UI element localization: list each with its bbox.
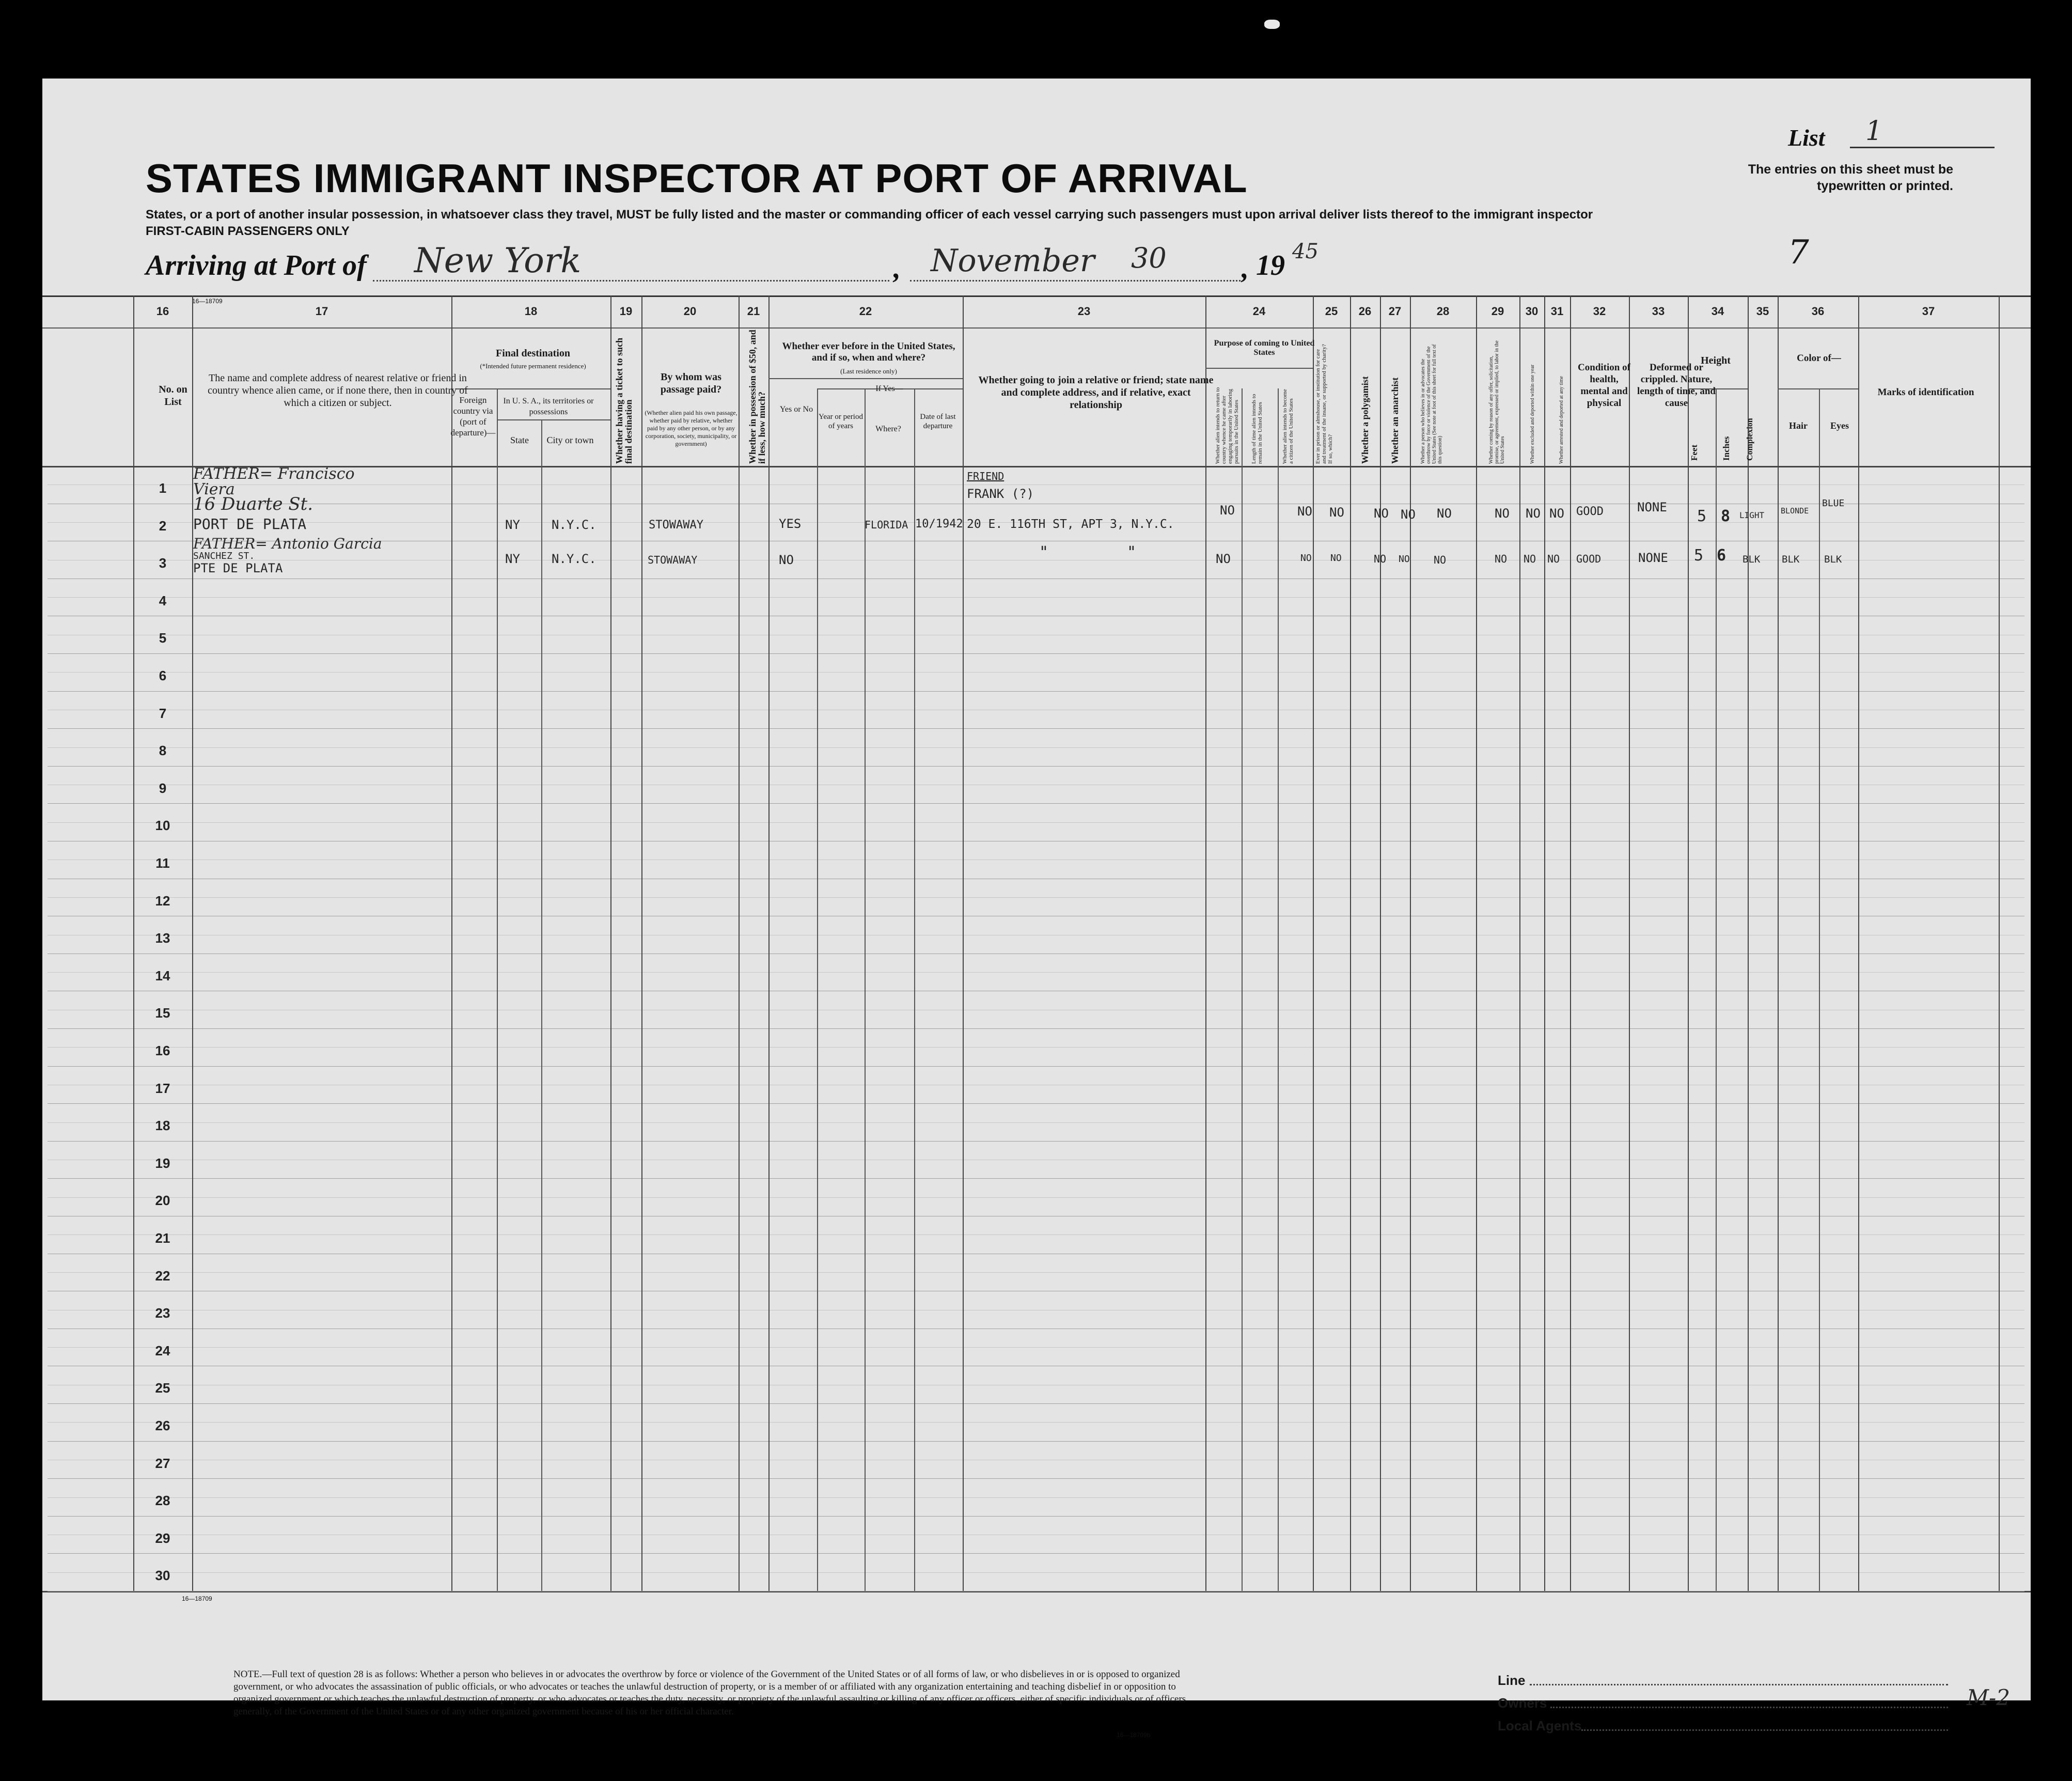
subheading-rule: [456, 388, 610, 389]
entry-1-col28: NO: [1437, 506, 1452, 521]
row-guide: [48, 1422, 2024, 1423]
entry-1-state: NY: [505, 518, 520, 532]
joining-relative-heading: Whether going to join a relative or friend; state name and complete address, and if relative, exact relationship: [978, 374, 1214, 411]
row-number: 3: [159, 555, 167, 571]
sheet-number: 7: [1788, 233, 1809, 272]
entry-1-condition: GOOD: [1576, 505, 1604, 518]
col27-heading: Whether an anarchist: [1390, 377, 1400, 464]
sub-column-rule: [865, 388, 866, 1591]
corner-mark: M-2: [1967, 1685, 2010, 1710]
entry-2-relative-line2: SANCHEZ ST.: [193, 551, 255, 561]
if-yes-heading: If Yes—: [875, 384, 903, 393]
column-rule: [1688, 295, 1689, 1591]
row-number: 15: [155, 1005, 170, 1021]
row-number: 26: [155, 1418, 170, 1433]
row-rule: [48, 1141, 2024, 1142]
year-prefix: 19: [1256, 249, 1285, 282]
entry-1-join-label: FRIEND: [967, 470, 1004, 482]
entry-1-date-last-departure: 10/1942: [915, 518, 963, 530]
entry-1-hair: BLONDE: [1781, 506, 1809, 515]
entry-2-col29: NO: [1495, 553, 1508, 565]
entry-1-inches: 8: [1721, 507, 1731, 525]
column-number-rule: [42, 327, 2031, 329]
column-number: 18: [524, 305, 538, 318]
column-number: 24: [1252, 305, 1266, 318]
list-label: List: [1788, 124, 1825, 151]
page-title: STATES IMMIGRANT INSPECTOR AT PORT OF ARRIVAL: [146, 155, 1248, 201]
hair-heading: Hair: [1789, 420, 1808, 431]
column-rule: [1313, 295, 1314, 1591]
row-number: 22: [155, 1268, 170, 1284]
row-number: 23: [155, 1305, 170, 1321]
entry-1-ever-before: YES: [779, 517, 802, 531]
height-heading: Height: [1701, 355, 1731, 366]
row-rule: [48, 1066, 2024, 1067]
entry-2-hair: BLK: [1782, 554, 1800, 565]
possession-50-heading: Whether in possession of $50, and if less, how much?: [747, 330, 767, 464]
entry-1-where: FLORIDA: [865, 519, 908, 531]
entry-1-col29: NO: [1495, 506, 1510, 521]
column-number: 33: [1652, 305, 1665, 318]
row-number: 7: [159, 705, 167, 721]
entry-2-state: NY: [505, 552, 520, 566]
row-guide: [48, 1122, 2024, 1123]
entry-1-relative-line1: FATHER= Francisco: [193, 465, 355, 483]
column-number: 17: [315, 305, 328, 318]
owners-underline: [1550, 1707, 1948, 1708]
sub-column-rule: [541, 419, 542, 1591]
form-number: 16—18709: [192, 298, 223, 305]
row-guide: [48, 1272, 2024, 1273]
row-number: 19: [155, 1155, 170, 1171]
entry-2-paid-by: STOWAWAY: [648, 554, 698, 566]
day-value: 30: [1131, 242, 1167, 274]
table-top-rule: [42, 295, 2031, 297]
row-number: 30: [155, 1568, 170, 1584]
purpose-a-heading: Whether alien intends to return to country whence he came after engaging temporarily in laboring pursuits in the United States: [1215, 387, 1239, 464]
final-destination-heading: Final destination: [496, 348, 570, 359]
purpose-heading: Purpose of coming to United States: [1214, 339, 1315, 357]
row-number: 28: [155, 1493, 170, 1509]
row-rule: [48, 1516, 2024, 1517]
entry-2-inches: 6: [1717, 546, 1726, 565]
entry-2-deformed: NONE: [1638, 551, 1668, 565]
year-suffix: 45: [1292, 240, 1318, 263]
row-rule: [48, 728, 2024, 729]
row-rule: [48, 1478, 2024, 1479]
sub-column-rule: [1278, 388, 1279, 1591]
entry-1-col27: NO: [1401, 507, 1416, 522]
row-number: 14: [155, 967, 170, 983]
where-heading: Where?: [875, 425, 901, 433]
port-value: New York: [414, 241, 582, 280]
city-heading: City or town: [546, 435, 594, 445]
entry-2-join-ditto2: ": [1127, 543, 1137, 561]
subheading-rule: [497, 419, 610, 420]
row-guide: [48, 897, 2024, 898]
row-guide: [48, 597, 2024, 598]
entry-2-city: N.Y.C.: [552, 552, 597, 566]
column-rule: [739, 295, 740, 1591]
row-number: 1: [159, 480, 167, 496]
foreign-country-heading: Foreign country via (port of departure)—: [450, 395, 496, 438]
col25-heading: Ever in prison or almshouse, or institution for care and treatment of the insane, or supported by charity? If so, which?: [1315, 344, 1333, 464]
instruction-text: States, or a port of another insular possession, in whatsoever class they travel, MUST be fully listed and the master or commanding officer of each vessel carrying such passengers must upon arrival deliver lists thereof to the immigrant inspector: [146, 208, 1593, 222]
row-number: 12: [155, 893, 170, 909]
row-number: 21: [155, 1230, 170, 1246]
row-guide: [48, 1572, 2024, 1573]
col29-heading: Whether coming by reason of any offer, solicitation, promise, or agreement, expressed or implied, to labor in the United States: [1488, 340, 1505, 464]
row-rule: [48, 1553, 2024, 1554]
row-rule: [48, 803, 2024, 804]
sub-column-rule: [1242, 388, 1243, 1591]
column-rule: [610, 295, 611, 1591]
column-rule: [1350, 295, 1351, 1591]
column-number: 25: [1325, 305, 1338, 318]
row-rule: [48, 1028, 2024, 1029]
year-period-heading: Year or period of years: [819, 413, 863, 430]
entry-2-join-ditto1: ": [1039, 543, 1049, 561]
entry-1-col31: NO: [1549, 506, 1564, 521]
color-of-heading: Color of—: [1797, 353, 1841, 364]
row-number: 24: [155, 1342, 170, 1358]
entry-2-col27: NO: [1399, 554, 1410, 565]
column-number: 35: [1756, 305, 1769, 318]
column-number: 37: [1922, 305, 1935, 318]
sub-column-rule: [1819, 388, 1820, 1591]
date-underline: [910, 280, 1241, 282]
owners-label: Owners: [1498, 1695, 1547, 1711]
column-number: 31: [1550, 305, 1564, 318]
comma-1: ,: [893, 253, 901, 285]
by-whom-paid-heading: By whom was passage paid?: [660, 371, 722, 395]
entry-2-eyes: BLK: [1824, 554, 1842, 565]
row-number: 11: [155, 855, 170, 871]
row-guide: [48, 1047, 2024, 1048]
entry-1-relative-line2: Viera: [193, 480, 235, 498]
complexion-heading: Complexion: [1746, 418, 1754, 461]
row-rule: [48, 1441, 2024, 1442]
row-number: 4: [159, 592, 167, 608]
column-number: 32: [1593, 305, 1606, 318]
line-underline: [1530, 1684, 1948, 1685]
column-number: 19: [619, 305, 633, 318]
yes-no-heading: Yes or No: [779, 405, 813, 414]
entry-1-eyes: BLUE: [1822, 498, 1845, 509]
row-guide: [48, 972, 2024, 973]
row-number: 17: [155, 1080, 170, 1096]
column-rule: [768, 295, 770, 1591]
eyes-heading: Eyes: [1830, 420, 1849, 431]
subheading-rule: [1205, 368, 1313, 369]
entry-2-col31: NO: [1547, 553, 1560, 565]
row-guide: [48, 1197, 2024, 1198]
ever-before-heading: Whether ever before in the United States, and if so, when and where?: [782, 341, 955, 363]
column-rule: [1476, 295, 1477, 1591]
row-rule: [48, 766, 2024, 767]
feet-heading: Feet: [1689, 444, 1699, 461]
entry-1-join-address: 20 E. 116TH ST, APT 3, N.Y.C.: [967, 518, 1174, 531]
class-note: FIRST-CABIN PASSENGERS ONLY: [146, 224, 350, 238]
row-rule: [48, 653, 2024, 654]
condition-heading: Condition of health, mental and physical: [1578, 362, 1630, 409]
column-rule: [1380, 295, 1381, 1591]
row-guide: [48, 1497, 2024, 1498]
row-number: 10: [155, 818, 170, 834]
row-number: 25: [155, 1380, 170, 1396]
column-rule: [1570, 295, 1571, 1591]
column-number: 26: [1358, 305, 1372, 318]
entry-1-feet: 5: [1697, 507, 1707, 525]
entry-1-join-name: FRANK (?): [967, 487, 1034, 501]
row-number: 5: [159, 630, 167, 646]
entry-1-deformed: NONE: [1637, 500, 1667, 514]
month-value: November: [931, 243, 1095, 279]
list-field: [1788, 116, 2005, 151]
subheading-rule: [768, 378, 963, 379]
no-on-list-heading: No. on List: [159, 384, 187, 408]
col31-heading: Whether arrested and deported at any time: [1559, 376, 1564, 464]
entry-1-paid-by: STOWAWAY: [649, 519, 703, 532]
by-whom-paid-note: (Whether alien paid his own passage, whether paid by relative, whether paid by any other person, or by any corporation, society, municipality, or government): [645, 409, 737, 447]
list-underline: [1850, 147, 1995, 148]
margin-speck: [1264, 20, 1280, 29]
ever-before-note: (Last residence only): [840, 367, 897, 375]
column-number: 27: [1388, 305, 1402, 318]
entry-1-col26: NO: [1374, 506, 1389, 521]
entry-1-complexion: LIGHT: [1739, 510, 1765, 520]
entry-2-ever-before: NO: [779, 553, 794, 567]
column-number: 20: [683, 305, 697, 318]
entry-1-purpose-c: NO: [1297, 504, 1312, 519]
entry-1-relative-line4: PORT DE PLATA: [193, 515, 307, 533]
local-agents-underline: [1581, 1729, 1948, 1731]
entry-2-complexion: BLK: [1743, 554, 1761, 565]
entry-2-purpose-a: NO: [1216, 552, 1231, 566]
column-number: 34: [1711, 305, 1724, 318]
row-rule: [48, 1403, 2024, 1404]
subheading-rule: [1778, 388, 1858, 389]
column-rule: [1410, 295, 1411, 1591]
entry-2-purpose-c: NO: [1300, 553, 1312, 564]
column-rule: [451, 295, 452, 1591]
row-guide: [48, 747, 2024, 748]
column-number: 30: [1525, 305, 1539, 318]
row-number: 13: [155, 930, 170, 946]
column-number: 23: [1077, 305, 1091, 318]
comma-2: ,: [1242, 253, 1249, 285]
row-number: 9: [159, 780, 167, 796]
column-number: 16: [156, 305, 169, 318]
column-rule: [1629, 295, 1630, 1591]
column-number: 22: [859, 305, 872, 318]
in-usa-heading: In U. S. A., its territories or possessions: [503, 397, 594, 416]
entry-1-purpose-a: NO: [1220, 503, 1235, 518]
row-number: 20: [155, 1193, 170, 1209]
column-number: 28: [1436, 305, 1450, 318]
sub-column-rule: [817, 388, 818, 1591]
entry-1-relative-line3: 16 Duarte St.: [193, 494, 313, 514]
row-number: 6: [159, 668, 167, 683]
entry-2-col28: NO: [1434, 554, 1447, 566]
state-heading: State: [510, 435, 529, 445]
question-28-note: NOTE.—Full text of question 28 is as follows: Whether a person who believes in or advocates the overthrow by force or violence of the Government of the United States or of all forms of law, or who disbelieves in or is opposed to organized government, or who advocates the assassination of public officials, or who advocates or teaches the unlawful destruction of property, or is a member of or affiliated with any organization entertaining and teaching disbelief in or opposition to organized government or which teaches the unlawful destruction of property, or who advocates or teaches the duty, necessity, or propriety of the unlawful assaulting or killing of any officer or officers, either of specific individuals or of officers generally, of the Government of the United States or of any other organized government because of his or her official character.: [233, 1669, 1186, 1717]
line-label: Line: [1498, 1673, 1526, 1688]
column-number: 29: [1491, 305, 1504, 318]
list-value: 1: [1865, 116, 1883, 147]
ticket-heading: Whether having a ticket to such final destination: [614, 337, 634, 464]
deformed-heading: Deformed or crippled. Nature, length of time, and cause: [1637, 362, 1716, 409]
local-agents-label: Local Agents: [1498, 1718, 1582, 1733]
column-rule: [641, 295, 642, 1591]
entry-2-relative-line3: PTE DE PLATA: [193, 561, 283, 575]
final-destination-note: (*Intended future permanent residence): [480, 362, 586, 370]
column-rule: [1748, 295, 1749, 1591]
column-rule: [133, 295, 134, 1591]
row-guide: [48, 1347, 2024, 1348]
entry-1-city: N.Y.C.: [552, 518, 597, 532]
bottom-form-number: 16—18709: [182, 1595, 212, 1602]
manifest-sheet: [42, 79, 2031, 1739]
entry-2-col25: NO: [1330, 553, 1342, 564]
entry-2-condition: GOOD: [1576, 553, 1602, 565]
column-rule: [1999, 295, 2000, 1591]
row-rule: [48, 1178, 2024, 1179]
purpose-b-heading: Length of time alien intends to remain in the United States: [1251, 394, 1263, 464]
row-rule: [48, 691, 2024, 692]
column-number: 36: [1811, 305, 1825, 318]
date-last-departure-heading: Date of last departure: [920, 413, 956, 430]
entry-2-col26: NO: [1374, 553, 1387, 565]
row-number: 16: [155, 1043, 170, 1058]
column-number: 21: [747, 305, 760, 318]
column-rule: [1519, 295, 1520, 1591]
col26-heading: Whether a polygamist: [1360, 376, 1370, 464]
entry-1-col30: NO: [1526, 506, 1541, 521]
row-rule: [48, 1103, 2024, 1104]
column-rule: [1778, 295, 1779, 1591]
row-guide: [48, 822, 2024, 823]
column-rule: [1205, 295, 1206, 1591]
inches-heading: Inches: [1721, 436, 1731, 461]
col30-heading: Whether excluded and deported within one year: [1530, 364, 1535, 464]
nearest-relative-heading: The name and complete address of nearest relative or friend in country whence alien came, or if none there, then in country of which a citizen or subject.: [208, 372, 468, 409]
sub-column-rule: [1716, 388, 1717, 1591]
marks-heading: Marks of identification: [1877, 387, 1974, 398]
row-number: 29: [155, 1530, 170, 1546]
column-rule: [963, 295, 964, 1591]
entry-2-feet: 5: [1694, 546, 1704, 565]
typewritten-note: The entries on this sheet must be typewritten or printed.: [1748, 162, 1953, 193]
col28-heading: Whether a person who believes in or advocates the overthrow by force or violence of the Government of the United States (See note at foot of this sheet for full text of this question): [1420, 344, 1443, 464]
arriving-label: Arriving at Port of: [146, 249, 367, 282]
entry-2-col30: NO: [1524, 553, 1536, 565]
row-number: 18: [155, 1118, 170, 1134]
column-rule: [1858, 295, 1859, 1591]
row-guide: [48, 672, 2024, 673]
row-number: 27: [155, 1455, 170, 1471]
row-number: 8: [159, 743, 167, 759]
sub-column-rule: [497, 388, 498, 1591]
sub-column-rule: [914, 388, 915, 1591]
row-number: 2: [159, 518, 167, 534]
entry-1-col25: NO: [1329, 505, 1344, 520]
column-rule: [1544, 295, 1545, 1591]
entry-2-relative-line1: FATHER= Antonio Garcia: [193, 535, 382, 552]
purpose-c-heading: Whether alien intends to become a citizen of the United States: [1282, 389, 1294, 464]
footer-form-number: 16—18709b: [1117, 1731, 1151, 1739]
